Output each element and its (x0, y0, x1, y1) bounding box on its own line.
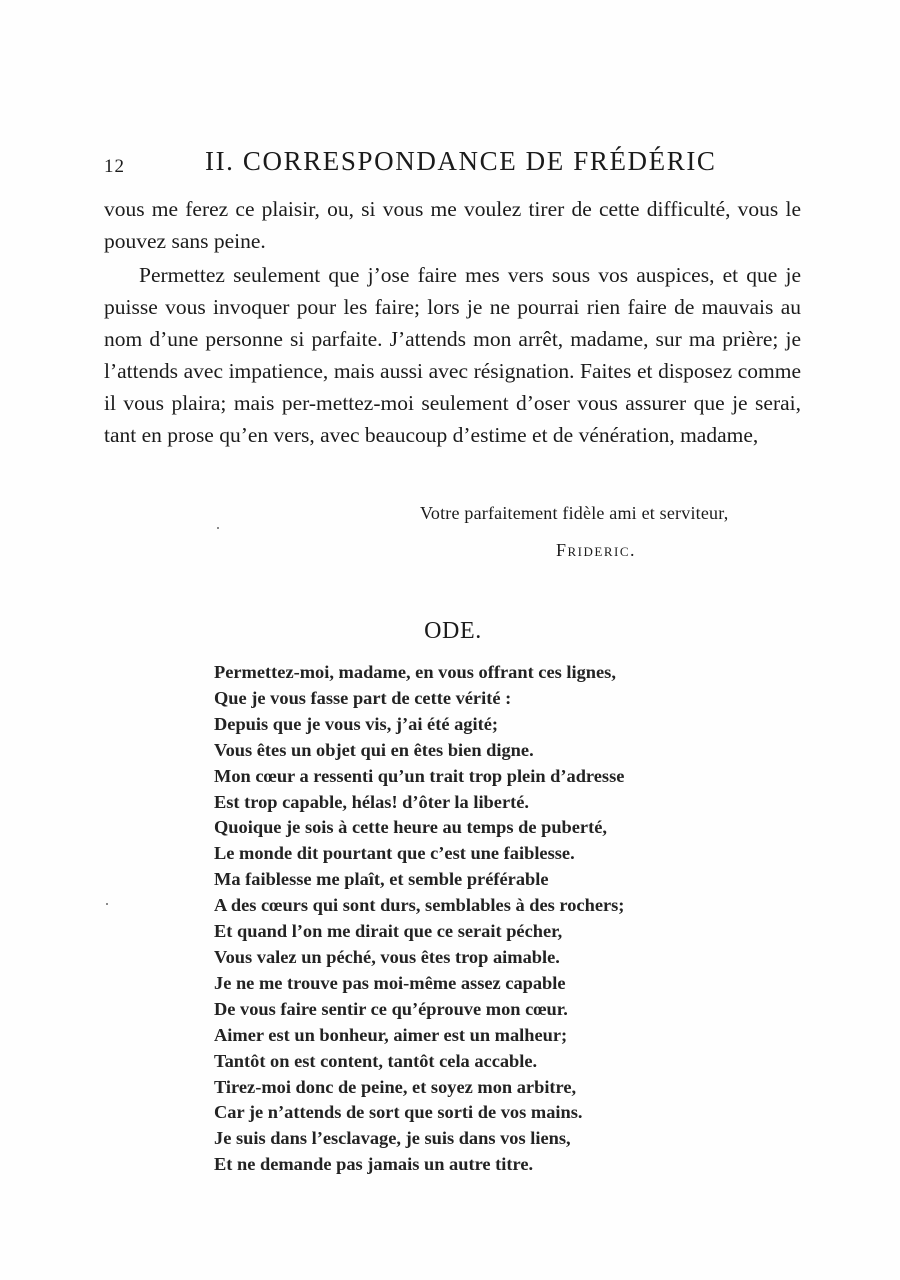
poem-line: Tirez-moi donc de peine, et soyez mon arbitre, (214, 1076, 577, 1097)
poem-line: Que je vous fasse part de cette vérité : (214, 687, 512, 708)
poem-line: Et quand l’on me dirait que ce serait pécher, (214, 921, 563, 942)
poem-title (0, 618, 900, 645)
letter-signature: Frideric. (556, 540, 637, 560)
poem-stanza (214, 660, 684, 1178)
poem-line: Et ne demande pas jamais un autre titre. (214, 1154, 534, 1175)
letter-paragraph: vous me ferez ce plaisir, ou, si vous me voulez tirer de cette difficulté, vous le pouvez sans peine. (104, 197, 801, 253)
page-number: 12 (104, 156, 125, 177)
print-speck (106, 903, 108, 905)
chapter-title: II. CORRESPONDANCE DE FRÉDÉRIC (205, 146, 717, 176)
poem-line: Aimer est un bonheur, aimer est un malheur; (214, 1024, 568, 1045)
poem-line: Depuis que je vous vis, j’ai été agité; (214, 713, 499, 734)
poem-line: Car je n’attends de sort que sorti de vos mains. (214, 1102, 583, 1123)
poem-line: Est trop capable, hélas! d’ôter la liberté. (214, 791, 529, 812)
poem-line: A des cœurs qui sont durs, semblables à des rochers; (214, 895, 625, 916)
print-speck (217, 527, 219, 529)
poem-line: Tantôt on est content, tantôt cela accable. (214, 1050, 538, 1071)
poem-line: Je suis dans l’esclavage, je suis dans vos liens, (214, 1128, 571, 1149)
poem-line: De vous faire sentir ce qu’éprouve mon cœur. (214, 998, 568, 1019)
poem-line: Vous valez un péché, vous êtes trop aimable. (214, 946, 560, 967)
poem-line: Ma faiblesse me plaît, et semble préférable (214, 869, 549, 890)
poem-line: Je ne me trouve pas moi-même assez capable (214, 972, 566, 993)
poem-line: Permettez-moi, madame, en vous offrant ces lignes, (214, 662, 616, 682)
letter-closing: Votre parfaitement fidèle ami et serviteur, (420, 503, 729, 523)
letter-paragraph: Permettez seulement que j’ose faire mes vers sous vos auspices, et que je puisse vous invoquer pour les faire; lors je ne pourrai rien faire de mauvais au nom d’une personne si parfaite. J’attends mon arrêt, madame, sur ma prière; je l’attends avec impatience, mais aussi avec résignation. Faites et disposez comme il vous plaira; mais per-mettez-moi seulement d’oser vous assurer que je serai, tant en prose qu’en vers, avec beaucoup d’estime et de vénération, madame, (104, 263, 801, 447)
poem-line: Vous êtes un objet qui en êtes bien digne. (214, 739, 534, 760)
poem-line: Le monde dit pourtant que c’est une faiblesse. (214, 843, 575, 864)
poem-title-text: ODE. (424, 618, 482, 644)
running-header (104, 146, 804, 182)
letter-body (104, 193, 801, 451)
poem-line: Quoique je sois à cette heure au temps de puberté, (214, 817, 607, 838)
poem-line: Mon cœur a ressenti qu’un trait trop plein d’adresse (214, 765, 625, 786)
